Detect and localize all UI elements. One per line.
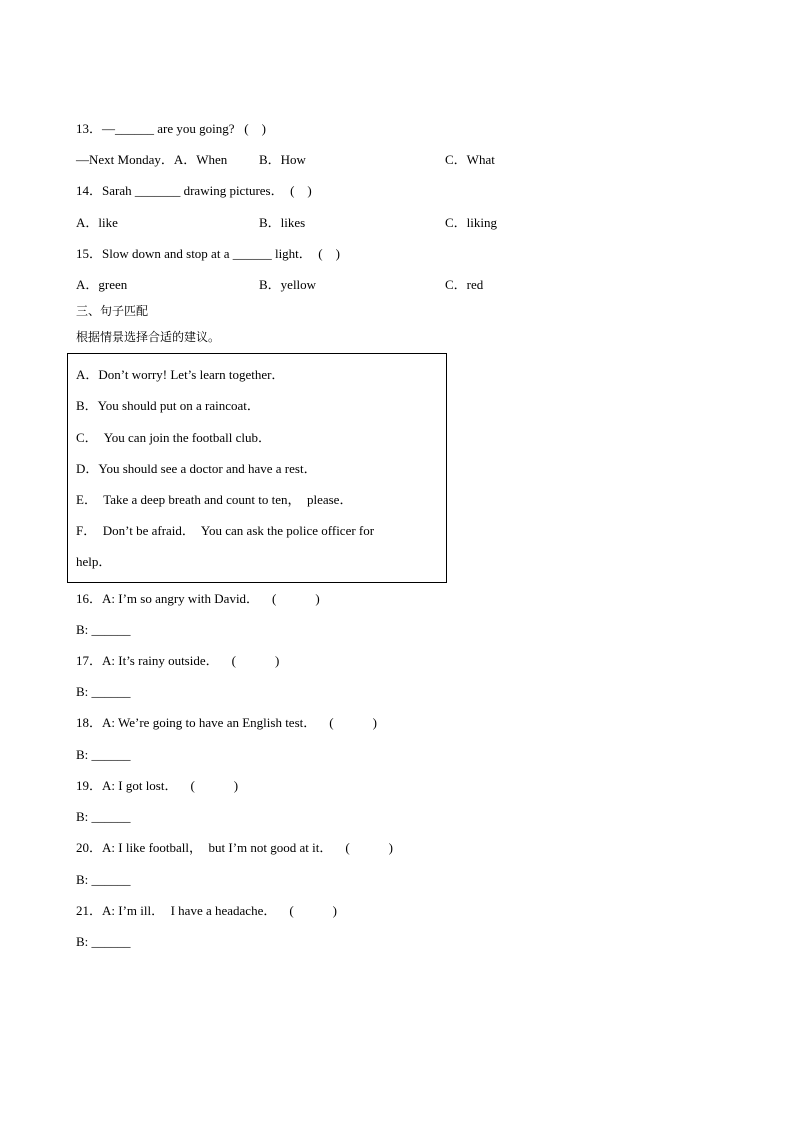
question-14-option-c: C．liking <box>445 215 498 230</box>
question-20: 20．A: I like football， but I’m not good at it． ( ) <box>76 840 394 855</box>
section-3-instruction: 根据情景选择合适的建议。 <box>76 330 221 344</box>
answer-17-blank: B: ______ <box>76 684 131 699</box>
choice-f-continued: help． <box>76 554 112 569</box>
answer-19-blank: B: ______ <box>76 809 131 824</box>
question-13-option-c: C．What <box>445 152 495 167</box>
question-14-option-b: B．likes <box>259 215 306 230</box>
answer-21-blank: B: ______ <box>76 934 131 949</box>
choice-d: D．You should see a doctor and have a rest． <box>76 461 317 476</box>
question-13-stem: 13．—______ are you going? ( ) <box>76 121 266 136</box>
choice-b: B．You should put on a raincoat． <box>76 398 260 413</box>
question-18: 18．A: We’re going to have an English test． ( ) <box>76 715 377 730</box>
answer-18-blank: B: ______ <box>76 747 131 762</box>
choices-box <box>67 353 447 583</box>
answer-16-blank: B: ______ <box>76 622 131 637</box>
question-13-option-a: —Next Monday．A．When <box>76 152 228 167</box>
question-16: 16．A: I’m so angry with David． ( ) <box>76 591 320 606</box>
choice-c: C． You can join the football club． <box>76 430 271 445</box>
question-15-option-b: B．yellow <box>259 277 317 292</box>
question-14-option-a: A．like <box>76 215 118 230</box>
question-13-option-b: B．How <box>259 152 306 167</box>
question-21: 21．A: I’m ill． I have a headache． ( ) <box>76 903 338 918</box>
question-17: 17．A: It’s rainy outside． ( ) <box>76 653 280 668</box>
answer-20-blank: B: ______ <box>76 872 131 887</box>
section-3-title: 三、句子匹配 <box>76 304 149 318</box>
question-14-stem: 14．Sarah _______ drawing pictures． ( ) <box>76 183 312 198</box>
choice-f: F． Don’t be afraid． You can ask the police officer for <box>76 523 375 538</box>
question-15-option-a: A．green <box>76 277 128 292</box>
question-15-stem: 15．Slow down and stop at a ______ light． ( ) <box>76 246 340 261</box>
choice-a: A．Don’t worry! Let’s learn together． <box>76 367 285 382</box>
choice-e: E． Take a deep breath and count to ten， please． <box>76 492 353 507</box>
question-15-option-c: C．red <box>445 277 484 292</box>
question-19: 19．A: I got lost． ( ) <box>76 778 239 793</box>
